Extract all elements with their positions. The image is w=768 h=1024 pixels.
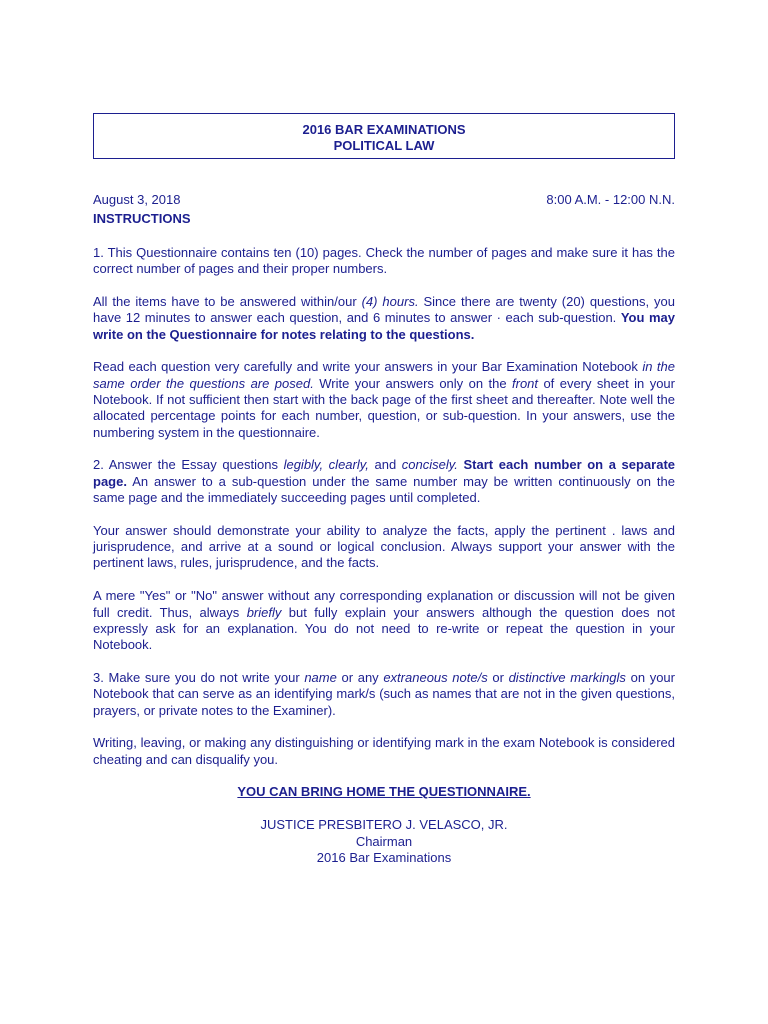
text-run: Read each question very carefully and write your answers in your Bar Examination Notebook xyxy=(93,359,643,375)
paragraph-answer-order xyxy=(93,359,675,440)
text-run: Since there are twenty (20) questions, you have 12 minutes to answer each question, and 6 minutes to answer · each sub-question. xyxy=(93,294,675,326)
paragraph-yes-no xyxy=(93,588,675,653)
text-run-italic: distinctive markingls xyxy=(508,669,626,685)
text-run: or any xyxy=(336,669,384,685)
text-run: but fully explain your answers although the question does not expressly ask for an explanation. You do not need to re-write or repeat the question in your Notebook. xyxy=(93,604,675,653)
text-run-italic: extraneous note/s xyxy=(383,669,488,685)
text-run-italic: in the same order the questions are posed. xyxy=(93,359,675,391)
text-run-italic: legibly, clearly, xyxy=(283,457,369,473)
text-run-italic: concisely. xyxy=(401,457,458,473)
exam-subject: POLITICAL LAW xyxy=(333,138,435,154)
paragraph-essay-answers xyxy=(93,457,675,506)
text-run-italic: front xyxy=(512,375,539,391)
instructions-heading: INSTRUCTIONS xyxy=(93,211,191,226)
exam-title-box xyxy=(93,113,675,159)
exam-date: August 3, 2018 xyxy=(93,192,181,207)
paragraph-identifying-marks xyxy=(93,670,675,719)
paragraph-cheating: Writing, leaving, or making any distinguishing or identifying mark in the exam Notebook is considered cheating and can disqualify you. xyxy=(93,735,675,767)
text-run: of every sheet in your Notebook. If not sufficient then start with the back page of the first sheet and thereafter. Note well the allocated percentage points for each number, question, or sub-question. In your answers, use the numbering system in the questionnaire. xyxy=(93,375,675,440)
text-run: A mere "Yes" or "No" answer without any corresponding explanation or discussion will not be given full credit. Thus, always xyxy=(93,588,675,620)
text-run: An answer to a sub-question under the same number may be written continuously on the same page and the immediately succeeding pages until completed. xyxy=(93,473,675,506)
text-run-italic: (4) hours. xyxy=(361,294,419,310)
text-run-italic: briefly xyxy=(246,604,282,620)
text-run: Write your answers only on the xyxy=(313,375,512,391)
text-run: 3. Make sure you do not write your xyxy=(93,669,305,685)
text-run: on your Notebook that can serve as an identifying mark/s (such as names that are not in the given questions, prayers, or private notes to the Examiner). xyxy=(93,669,675,718)
exam-title: 2016 BAR EXAMINATIONS xyxy=(302,122,466,137)
text-run: All the items have to be answered within/our xyxy=(93,294,362,310)
paragraph-page-count: 1. This Questionnaire contains ten (10) pages. Check the number of pages and make sure it has the correct number of pages and their proper numbers. xyxy=(93,245,675,277)
paragraph-time-allotment xyxy=(93,294,675,343)
text-run: 2. Answer the Essay questions xyxy=(93,457,284,473)
instructions-body xyxy=(93,245,675,866)
signatory-name: JUSTICE PRESBITERO J. VELASCO, JR. xyxy=(260,817,508,833)
exam-time: 8:00 A.M. - 12:00 N.N. xyxy=(546,192,675,207)
signatory-body: 2016 Bar Examinations xyxy=(316,849,452,865)
text-run: or xyxy=(487,669,509,685)
bring-home-notice: YOU CAN BRING HOME THE QUESTIONNAIRE. xyxy=(237,784,531,800)
signatory-role: Chairman xyxy=(355,833,413,849)
paragraph-analysis: Your answer should demonstrate your ability to analyze the facts, apply the pertinent . laws and jurisprudence, and arrive at a sound or logical conclusion. Always support your answer with the pertinent laws, rules, jurisprudence, and the facts. xyxy=(93,522,675,571)
text-run-bold: You may write on the Questionnaire for notes relating to the questions. xyxy=(93,310,675,342)
text-run: and xyxy=(368,457,402,473)
text-run-italic: name xyxy=(304,669,337,685)
signature-block xyxy=(93,817,675,866)
text-run-bold: Start each number on a separate page. xyxy=(93,457,676,489)
